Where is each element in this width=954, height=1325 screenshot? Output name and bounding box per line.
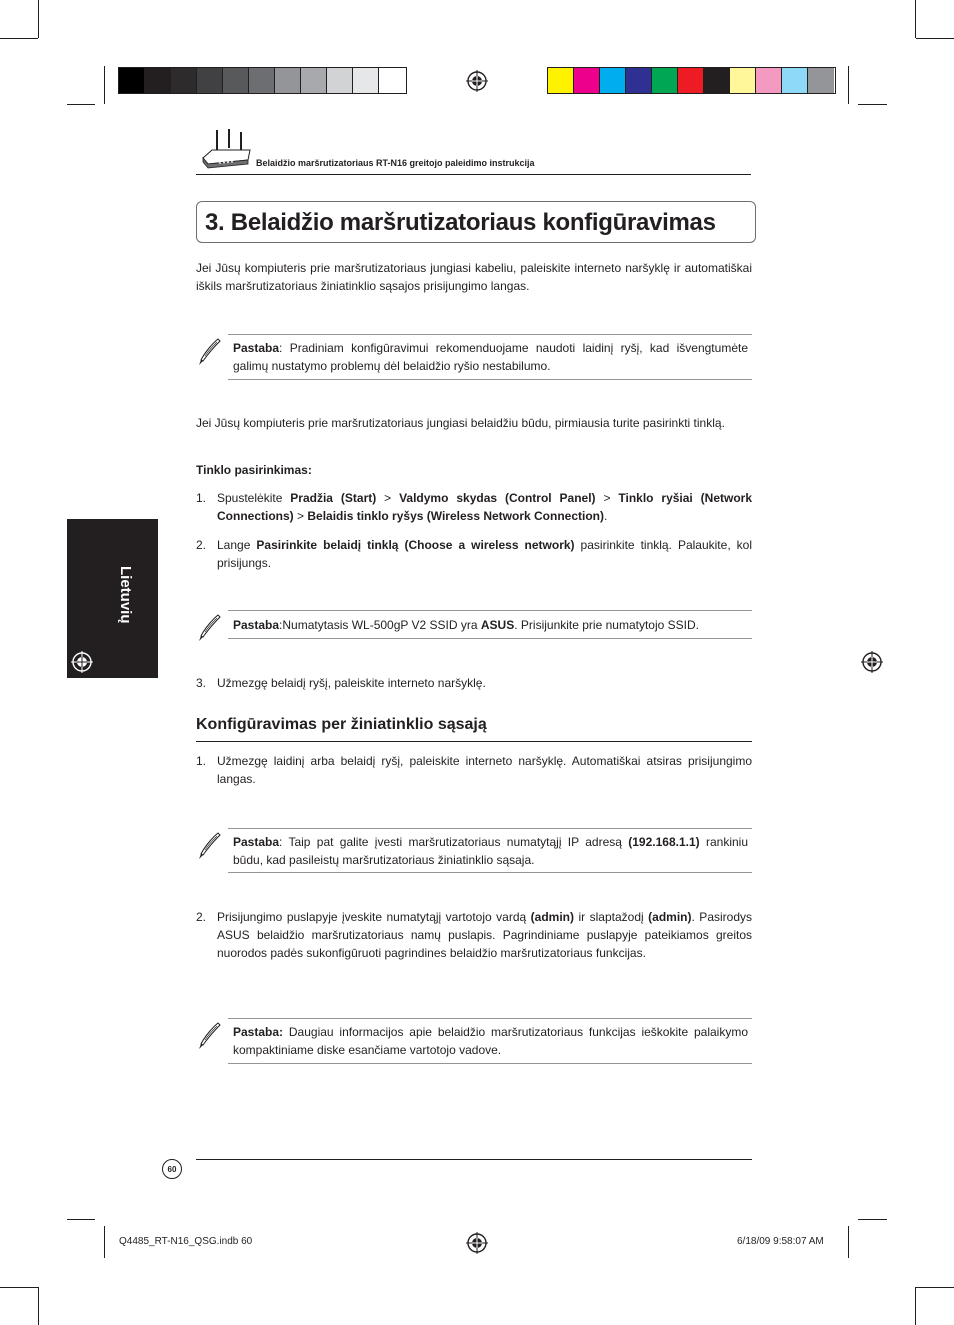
crop-mark <box>104 1226 105 1258</box>
color-swatch <box>626 68 652 93</box>
color-swatch <box>353 68 379 93</box>
color-swatch <box>574 68 600 93</box>
color-swatch <box>756 68 782 93</box>
running-header: Belaidžio maršrutizatoriaus RT-N16 greitojo paleidimo instrukcija <box>256 158 535 168</box>
crop-mark <box>38 1287 39 1325</box>
pen-note-icon <box>196 830 222 860</box>
color-swatch <box>548 68 574 93</box>
note-body: : Pradiniam konfigūravimui rekomenduojame naudoti laidinį ryšį, kad išvengtumėte galimų nustatymo problemų dėl belaidžio ryšio nestabilumo. <box>233 341 748 373</box>
process-color-bar <box>547 67 836 94</box>
network-selection-heading: Tinklo pasirinkimas: <box>196 463 312 477</box>
color-swatch <box>600 68 626 93</box>
registration-mark-icon <box>71 651 93 673</box>
section-heading: Konfigūravimas per žiniatinklio sąsają <box>196 716 487 733</box>
list-number: 1. <box>196 491 207 505</box>
color-swatch <box>678 68 704 93</box>
crop-mark <box>858 104 887 105</box>
section-title-box <box>196 201 756 243</box>
list-number: 2. <box>196 538 207 552</box>
list-text: Užmezgę laidinį arba belaidį ryšį, paleiskite interneto naršyklę. Automatiškai atsiras prisijungimo langas. <box>217 754 752 786</box>
crop-mark <box>848 66 849 104</box>
list-text: Prisijungimo puslapyje įveskite numatytąjį vartotojo vardą (admin) ir slaptažodį (admin). Pasirodys ASUS belaidžio maršrutizatoriaus namų puslapis. Pagrindiniame puslapyje pateikiamos greitos nuorodos padės sukonfigūruoti pagrindines belaidžio maršrutizatoriaus funkcijas. <box>217 910 752 960</box>
note-text: Pastaba:Numatytasis WL-500gP V2 SSID yra ASUS. Prisijunkite prie numatytojo SSID. <box>228 610 752 639</box>
crop-mark <box>67 1219 95 1220</box>
pen-note-icon <box>196 612 222 642</box>
color-swatch <box>652 68 678 93</box>
note-box <box>196 828 752 873</box>
list-number: 2. <box>196 910 207 924</box>
color-swatch <box>704 68 730 93</box>
crop-mark <box>848 1226 849 1258</box>
list-number: 3. <box>196 676 207 690</box>
list-item <box>196 752 752 788</box>
list-number: 1. <box>196 754 207 768</box>
crop-mark <box>916 38 954 39</box>
slug-filename: Q4485_RT-N16_QSG.indb 60 <box>119 1236 253 1247</box>
crop-mark <box>916 1287 954 1288</box>
note-text <box>228 1018 752 1064</box>
crop-mark <box>0 1287 38 1288</box>
router-icon <box>200 128 252 170</box>
wireless-intro-paragraph: Jei Jūsų kompiuteris prie maršrutizatoriaus jungiasi belaidžiu būdu, pirmiausia turite pasirinkti tinklą. <box>196 416 725 430</box>
color-swatch <box>275 68 301 93</box>
registration-mark-icon <box>861 651 883 673</box>
color-swatch <box>808 68 834 93</box>
note-box <box>196 334 752 380</box>
header-rule <box>196 174 751 175</box>
crop-mark <box>915 1287 916 1325</box>
list-item <box>196 674 752 692</box>
note-label: Pastaba: <box>233 1025 284 1039</box>
note-label: Pastaba <box>233 341 280 355</box>
list-item <box>196 908 752 962</box>
note-body: Daugiau informacijos apie belaidžio maršrutizatoriaus funkcijas ieškokite palaikymo kompaktiniame diske esančiame vartotojo vadove. <box>233 1025 748 1057</box>
crop-mark <box>67 104 95 105</box>
list-item <box>196 489 752 525</box>
list-text: Lange Pasirinkite belaidį tinklą (Choose a wireless network) pasirinkite tinklą. Palaukite, kol prisijungs. <box>217 538 752 570</box>
list-text: Spustelėkite Pradžia (Start) > Valdymo skydas (Control Panel) > Tinklo ryšiai (Network Connections) > Belaidis tinklo ryšys (Wireless Network Connection). <box>217 491 753 523</box>
page-title: 3. Belaidžio maršrutizatoriaus konfigūravimas <box>205 209 716 236</box>
color-swatch <box>782 68 808 93</box>
color-swatch <box>197 68 223 93</box>
color-swatch <box>301 68 327 93</box>
list-text: Užmezgę belaidį ryšį, paleiskite interneto naršyklę. <box>217 676 486 690</box>
note-label: Pastaba <box>233 618 280 632</box>
pen-note-icon <box>196 336 222 366</box>
color-swatch <box>145 68 171 93</box>
pen-note-icon <box>196 1020 222 1050</box>
registration-mark-icon <box>466 1232 488 1254</box>
registration-mark-icon <box>466 70 488 92</box>
color-swatch <box>379 68 405 93</box>
slug-datetime: 6/18/09 9:58:07 AM <box>737 1236 824 1247</box>
note-box <box>196 1018 752 1064</box>
note-text: Pastaba: Taip pat galite įvesti maršrutizatoriaus numatytąjį IP adresą (192.168.1.1) rankiniu būdu, kad pasileistų maršrutizatoriaus žiniatinklio sąsaja. <box>228 828 752 873</box>
color-swatch <box>223 68 249 93</box>
list-item <box>196 536 752 572</box>
language-label: Lietuvių <box>117 566 134 624</box>
color-swatch <box>249 68 275 93</box>
language-side-tab <box>67 519 158 678</box>
color-swatch <box>171 68 197 93</box>
intro-paragraph: Jei Jūsų kompiuteris prie maršrutizatoriaus jungiasi kabeliu, paleiskite interneto naršyklę ir automatiškai iškils maršrutizatoriaus žiniatinklio sąsajos prisijungimo langas. <box>196 261 752 293</box>
crop-mark <box>104 66 105 104</box>
color-swatch <box>730 68 756 93</box>
page-number: 60 <box>162 1159 182 1179</box>
note-box <box>196 610 752 639</box>
color-swatch <box>119 68 145 93</box>
crop-mark <box>0 38 38 39</box>
section-rule <box>196 741 752 742</box>
color-swatch <box>327 68 353 93</box>
crop-mark <box>915 0 916 38</box>
note-label: Pastaba <box>233 835 280 849</box>
crop-mark <box>38 0 39 38</box>
grayscale-color-bar <box>118 67 407 94</box>
footer-rule <box>196 1159 752 1160</box>
note-text <box>228 334 752 380</box>
crop-mark <box>858 1219 887 1220</box>
